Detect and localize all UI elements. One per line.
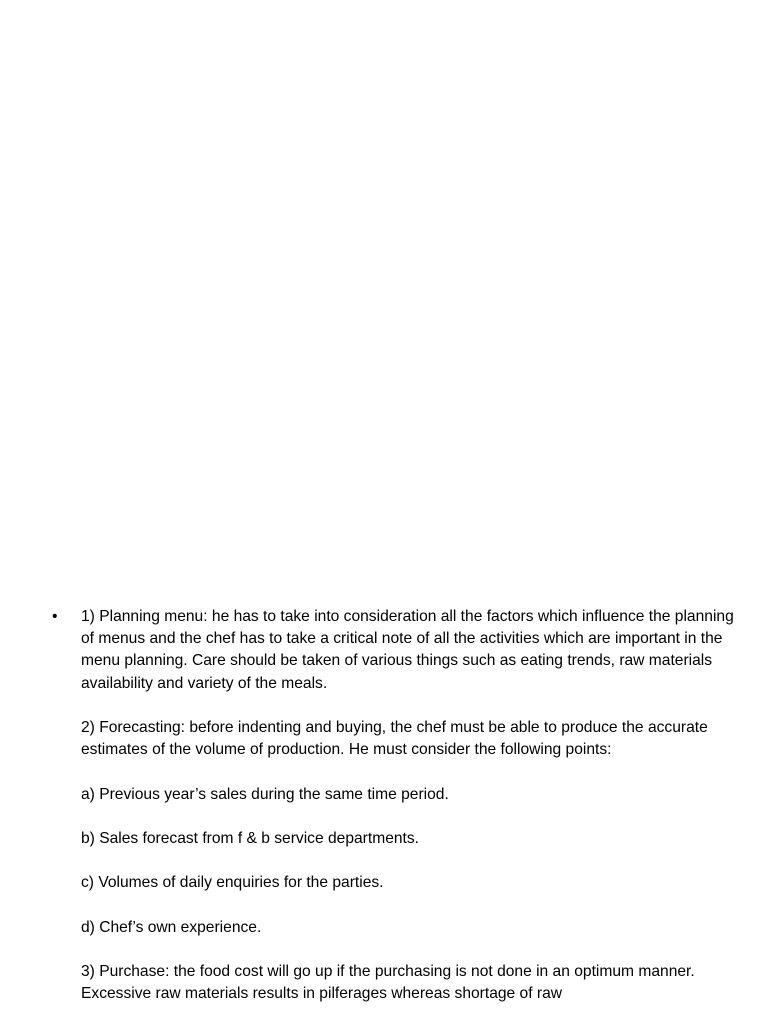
list-item-chef-experience: d) Chef’s own experience.: [81, 918, 262, 936]
list-item-daily-enquiries: c) Volumes of daily enquiries for the parties.: [81, 874, 384, 892]
paragraph-forecasting: 2) Forecasting: before indenting and buying, the chef must be able to produce the accurate estimates of the volume of production. He must consider the following points:: [81, 719, 708, 759]
list-item-previous-sales: a) Previous year’s sales during the same time period.: [81, 785, 449, 803]
bullet-marker: •: [52, 608, 58, 625]
document-body: [81, 606, 741, 1024]
paragraph-purchase: 3) Purchase: the food cost will go up if the purchasing is not done in an optimum manner. Excessive raw materials results in pilferages whereas shortage of raw: [81, 963, 695, 1003]
list-item-sales-forecast: b) Sales forecast from f & b service departments.: [81, 829, 419, 847]
paragraph-planning-menu: 1) Planning menu: he has to take into consideration all the factors which influence the planning of menus and the chef has to take a critical note of all the activities which are important in the menu planning. Care should be taken of various things such as eating trends, raw materials availability and variety of the meals.: [81, 608, 734, 692]
